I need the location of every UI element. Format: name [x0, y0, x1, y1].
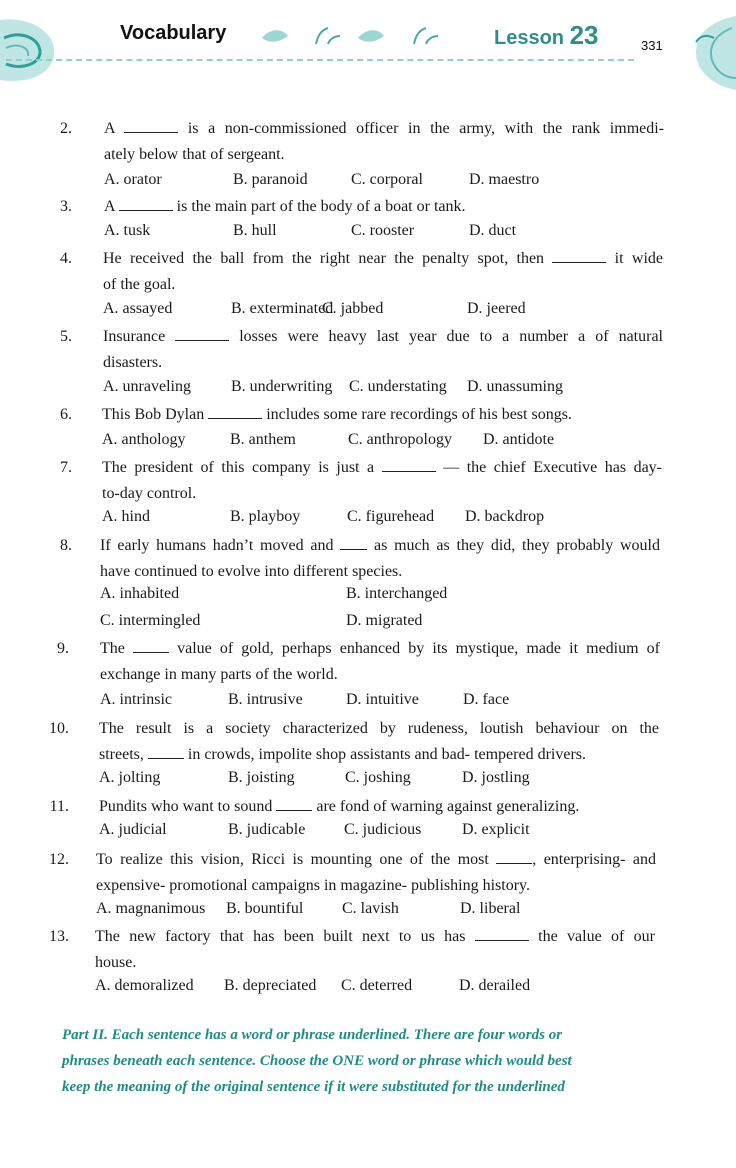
question-stem-line: A is the main part of the body of a boat or tank. — [104, 198, 466, 215]
question-number: 9. — [57, 640, 69, 657]
question-item — [0, 847, 736, 894]
question-number: 6. — [60, 406, 72, 423]
question-stem-line: The result is a society characterized by rudeness, loutish behaviour on the — [99, 720, 659, 737]
question-stem-line: have continued to evolve into different species. — [100, 563, 403, 580]
question-number: 3. — [60, 198, 72, 215]
answer-blank — [340, 537, 367, 550]
question-stem-line: A is a non-commissioned officer in the army, with the rank immedi- — [104, 120, 665, 137]
question-stem-line: to-day control. — [102, 485, 197, 502]
question-stem-line: The value of gold, perhaps enhanced by its mystique, made it medium of — [100, 640, 661, 657]
instruction-line: phrases beneath each sentence. Choose the ONE word or phrase which would best — [62, 1053, 572, 1069]
answer-option[interactable]: C. joshing — [345, 769, 411, 786]
answer-blank — [148, 746, 184, 759]
question-item — [0, 924, 736, 971]
answer-option[interactable]: B. anthem — [230, 431, 296, 448]
answer-blank — [382, 459, 436, 472]
section-title: Vocabulary — [120, 22, 227, 44]
instruction-line: Part II. Each sentence has a word or phrase underlined. There are four words or — [62, 1027, 563, 1043]
answer-option[interactable]: D. liberal — [460, 900, 521, 917]
answer-option[interactable]: B. intrusive — [228, 691, 303, 708]
answer-blank — [133, 640, 169, 653]
answer-option[interactable]: B. playboy — [230, 508, 301, 525]
answer-option[interactable]: B. joisting — [228, 769, 295, 786]
leaf-icon — [258, 24, 298, 46]
answer-option[interactable]: C. judicious — [344, 821, 422, 838]
page-number: 331 — [641, 38, 663, 53]
question-number: 12. — [49, 851, 69, 868]
answer-blank — [175, 328, 229, 341]
answer-option[interactable]: B. exterminated — [231, 300, 334, 317]
answer-option[interactable]: D. derailed — [459, 977, 531, 994]
answer-option[interactable]: C. rooster — [351, 222, 415, 239]
answer-option[interactable]: B. judicable — [228, 821, 306, 838]
answer-option[interactable]: A. unraveling — [103, 378, 191, 395]
answer-option[interactable]: C. understating — [349, 378, 447, 395]
answer-option[interactable]: C. jabbed — [322, 300, 384, 317]
answer-option[interactable]: A. orator — [104, 171, 162, 188]
answer-option[interactable]: B. interchanged — [346, 585, 448, 602]
answer-option[interactable]: D. jostling — [462, 769, 530, 786]
question-stem-line: If early humans hadn’t moved and as much as they did, they probably would — [100, 537, 661, 554]
answer-blank — [552, 250, 606, 263]
question-number: 4. — [60, 250, 72, 267]
answer-option[interactable]: D. antidote — [483, 431, 555, 448]
answer-option[interactable]: C. anthropology — [348, 431, 452, 448]
answer-option[interactable]: A. demoralized — [95, 977, 194, 994]
answer-option[interactable]: D. duct — [469, 222, 517, 239]
answer-option[interactable]: C. deterred — [341, 977, 413, 994]
question-item — [0, 246, 736, 293]
question-item — [0, 716, 736, 763]
question-item — [0, 794, 736, 815]
answer-option[interactable]: D. jeered — [467, 300, 526, 317]
sprout-icon — [306, 24, 346, 46]
answer-option[interactable]: A. magnanimous — [96, 900, 206, 917]
question-stem-line: He received the ball from the right near the penalty spot, then it wide — [103, 250, 663, 267]
answer-blank — [208, 406, 262, 419]
answer-option[interactable]: A. intrinsic — [100, 691, 172, 708]
answer-option[interactable]: D. backdrop — [465, 508, 545, 525]
header-divider — [6, 59, 634, 61]
question-item — [0, 324, 736, 371]
question-stem-line: streets, in crowds, impolite shop assistants and bad- tempered drivers. — [99, 746, 587, 763]
answer-option[interactable]: D. migrated — [346, 612, 423, 629]
question-stem-line: expensive- promotional campaigns in magazine- publishing history. — [96, 877, 530, 894]
question-stem-line: The new factory that has been built next to us has the value of our — [95, 928, 655, 945]
question-stem-line: disasters. — [103, 354, 163, 371]
question-stem-line: The president of this company is just a — the chief Executive has day- — [102, 459, 663, 476]
question-stem-line: house. — [95, 954, 137, 971]
leaf-icon — [354, 24, 394, 46]
question-number: 8. — [60, 537, 72, 554]
answer-option[interactable]: D. intuitive — [346, 691, 419, 708]
question-item — [0, 116, 736, 163]
page-header — [0, 0, 736, 90]
part-two-instructions — [62, 1022, 654, 1100]
question-stem-line: of the goal. — [103, 276, 176, 293]
question-stem-line: Insurance losses were heavy last year due to a number a of natural — [103, 328, 664, 345]
lesson-number: 23 — [569, 20, 599, 50]
answer-blank — [475, 928, 529, 941]
shell-icon — [666, 16, 736, 90]
question-stem-line: ately below that of sergeant. — [104, 146, 285, 163]
question-stem-line: Pundits who want to sound are fond of warning against generalizing. — [99, 798, 580, 815]
answer-option[interactable]: C. intermingled — [100, 612, 201, 629]
question-item — [0, 533, 736, 580]
answer-option[interactable]: B. underwriting — [231, 378, 333, 395]
answer-option[interactable]: C. figurehead — [347, 508, 435, 525]
instruction-line: keep the meaning of the original sentence if it were substituted for the underlined — [62, 1079, 565, 1095]
question-stem-line: To realize this vision, Ricci is mounting one of the most , enterprising- and — [96, 851, 656, 868]
question-number: 10. — [49, 720, 69, 737]
question-item — [0, 194, 736, 215]
wave-swirl-icon — [0, 8, 64, 88]
answer-blank — [124, 120, 178, 133]
answer-option[interactable]: A. judicial — [99, 821, 167, 838]
answer-option[interactable]: A. jolting — [99, 769, 161, 786]
answer-option[interactable]: A. inhabited — [100, 585, 180, 602]
answer-option[interactable]: B. bountiful — [226, 900, 304, 917]
answer-option[interactable]: D. maestro — [469, 171, 540, 188]
question-number: 7. — [60, 459, 72, 476]
question-item — [0, 455, 736, 502]
question-stem-line: This Bob Dylan includes some rare recordings of his best songs. — [102, 406, 572, 423]
sprout-icon — [404, 24, 444, 46]
answer-option[interactable]: B. depreciated — [224, 977, 317, 994]
answer-blank — [119, 198, 173, 211]
question-number: 11. — [49, 798, 69, 815]
question-stem-line: exchange in many parts of the world. — [100, 666, 338, 683]
answer-option[interactable]: D. explicit — [462, 821, 530, 838]
answer-option[interactable]: A. hind — [102, 508, 150, 525]
answer-option[interactable]: A. anthology — [102, 431, 186, 448]
answer-option[interactable]: D. unassuming — [467, 378, 563, 395]
lesson-label — [494, 20, 599, 51]
answer-option[interactable]: A. assayed — [103, 300, 173, 317]
lesson-word: Lesson — [494, 27, 565, 49]
question-number: 5. — [60, 328, 72, 345]
answer-option[interactable]: D. face — [463, 691, 510, 708]
answer-option[interactable]: B. hull — [233, 222, 277, 239]
answer-option[interactable]: C. corporal — [351, 171, 423, 188]
answer-blank — [496, 851, 532, 864]
answer-option[interactable]: B. paranoid — [233, 171, 308, 188]
answer-option[interactable]: C. lavish — [342, 900, 399, 917]
question-number: 2. — [60, 120, 72, 137]
question-item — [0, 636, 736, 683]
answer-blank — [276, 798, 312, 811]
question-number: 13. — [49, 928, 69, 945]
question-item — [0, 402, 736, 423]
answer-option[interactable]: A. tusk — [104, 222, 151, 239]
